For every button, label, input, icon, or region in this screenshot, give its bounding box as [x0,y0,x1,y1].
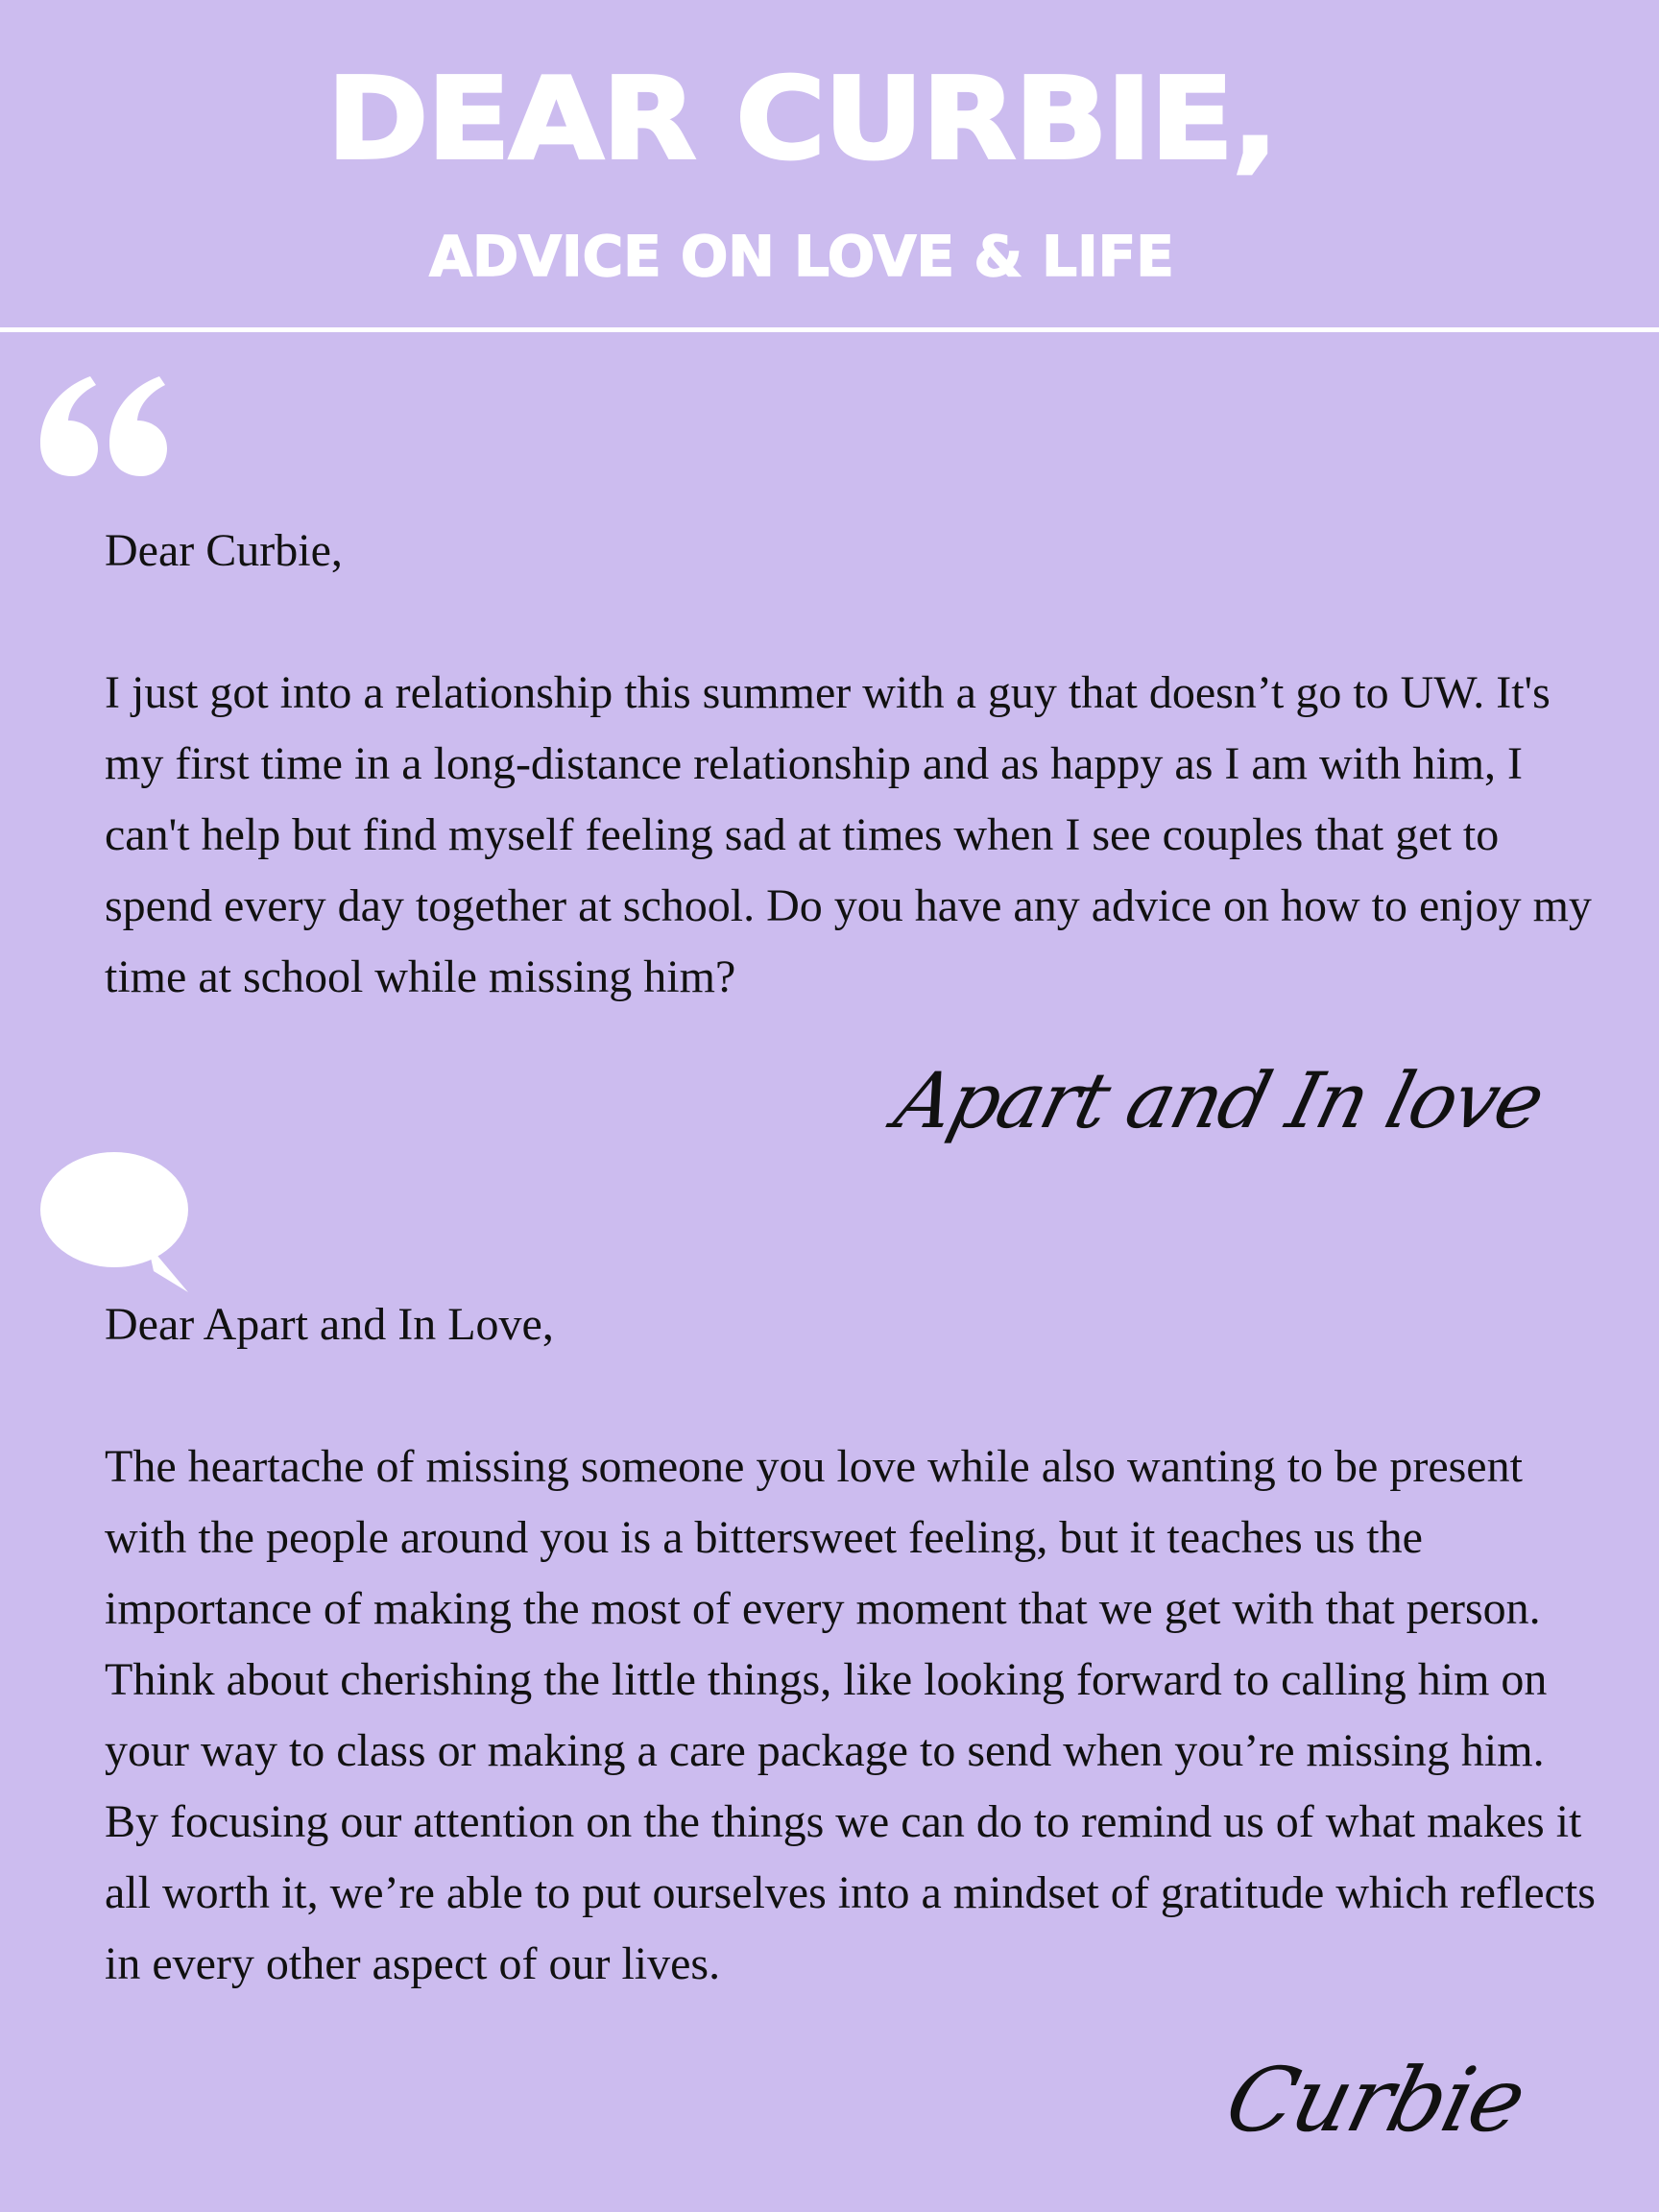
reply-body: The heartache of missing someone you love while also wanting to be present with the people around you is a bittersweet feeling, but it teaches us the importance of making the most of every moment that we get with that person. Think about cherishing the little things, like looking forward to calling him on your way to class or making a care package to send when you’re missing him. By focusing our attention on the things we can do to remind us of what makes it all worth it, we’re able to put ourselves into a mindset of gratitude which reflects in every other aspect of our lives. [105,1441,1596,1989]
bubble-body [40,1152,188,1267]
page-title: DEAR CURBIE, [326,54,1277,186]
letter-greeting: Dear Curbie, [105,525,343,576]
page-subtitle: ADVICE ON LOVE & LIFE [429,224,1174,289]
quote-icon [40,376,169,476]
reply-greeting: Dear Apart and In Love, [105,1299,554,1350]
reply-signature: Curbie [1215,2049,1534,2152]
quote-mark-left [40,376,98,476]
letter-body: I just got into a relationship this summer with a guy that doesn’t go to UW. It's my first time in a long-distance relationship and as happy as I am with him, I can't help but find myself feeling sad at times when I see couples that get to spend every day together at school. Do you have any advice on how to enjoy my time at school while missing him? [105,667,1592,1002]
header-divider [0,327,1659,332]
speech-bubble-icon [40,1152,194,1292]
letter-signature: Apart and In love [886,1056,1551,1145]
header [0,0,1659,326]
quote-mark-right [109,376,167,476]
